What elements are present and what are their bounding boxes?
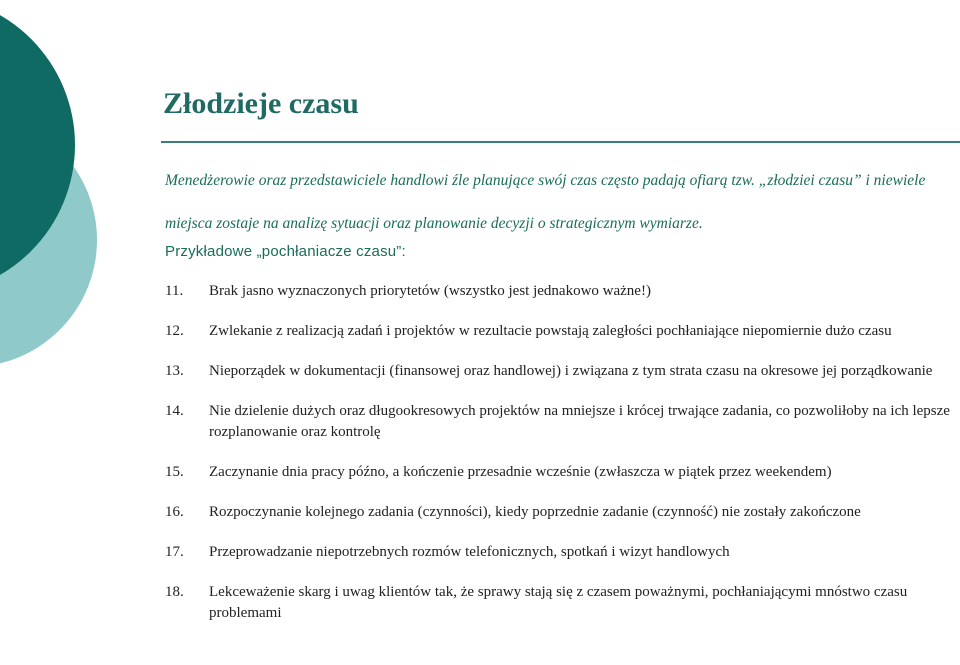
subheading: Przykładowe „pochłaniacze czasu”: bbox=[165, 243, 406, 260]
list-item-text: Nie dzielenie dużych oraz długookresowych projektów na mniejsze i krócej trwające zadania, co pozwoliłoby na ich lepsze rozplanowanie oraz kontrolę bbox=[209, 403, 950, 440]
list-item-text: Brak jasno wyznaczonych priorytetów (wszystko jest jednakowo ważne!) bbox=[209, 283, 651, 299]
list-item bbox=[165, 281, 955, 302]
decorative-circles bbox=[0, 0, 160, 400]
list-item-number: 17. bbox=[165, 544, 184, 560]
list-item-number: 15. bbox=[165, 464, 184, 480]
list-item-number: 14. bbox=[165, 403, 184, 419]
slide-title: Złodzieje czasu bbox=[163, 87, 359, 120]
list-item bbox=[165, 321, 955, 342]
list-item-text: Lekceważenie skarg i uwag klientów tak, że sprawy stają się z czasem poważnymi, pochłaniającymi mnóstwo czasu problemami bbox=[209, 584, 908, 621]
list-item-number: 18. bbox=[165, 584, 184, 600]
list-item-number: 11. bbox=[165, 283, 184, 299]
intro-paragraph: Menedżerowie oraz przedstawiciele handlowi źle planujące swój czas często padają ofiarą tzw. „złodziei czasu” i niewiele miejsca zostaje na analizę sytuacji oraz planowanie decyzji o strategicznym wymiarze. bbox=[165, 172, 926, 232]
list-item bbox=[165, 582, 955, 624]
time-thieves-list bbox=[165, 281, 955, 643]
list-item-number: 12. bbox=[165, 323, 184, 339]
list-item bbox=[165, 462, 955, 483]
list-item-text: Rozpoczynanie kolejnego zadania (czynności), kiedy poprzednie zadanie (czynność) nie zostały zakończone bbox=[209, 504, 861, 520]
list-item-text: Nieporządek w dokumentacji (finansowej oraz handlowej) i związana z tym strata czasu na okresowe jej porządkowanie bbox=[209, 363, 933, 379]
list-item-text: Przeprowadzanie niepotrzebnych rozmów telefonicznych, spotkań i wizyt handlowych bbox=[209, 544, 730, 560]
title-underline bbox=[161, 141, 960, 143]
list-item bbox=[165, 502, 955, 523]
list-item-text: Zwlekanie z realizacją zadań i projektów w rezultacie powstają zaległości pochłaniające niepomiernie dużo czasu bbox=[209, 323, 892, 339]
list-item bbox=[165, 361, 955, 382]
list-item bbox=[165, 542, 955, 563]
list-item-number: 13. bbox=[165, 363, 184, 379]
list-item-text: Zaczynanie dnia pracy późno, a kończenie przesadnie wcześnie (zwłaszcza w piątek przez weekendem) bbox=[209, 464, 832, 480]
list-item bbox=[165, 401, 955, 443]
list-item-number: 16. bbox=[165, 504, 184, 520]
